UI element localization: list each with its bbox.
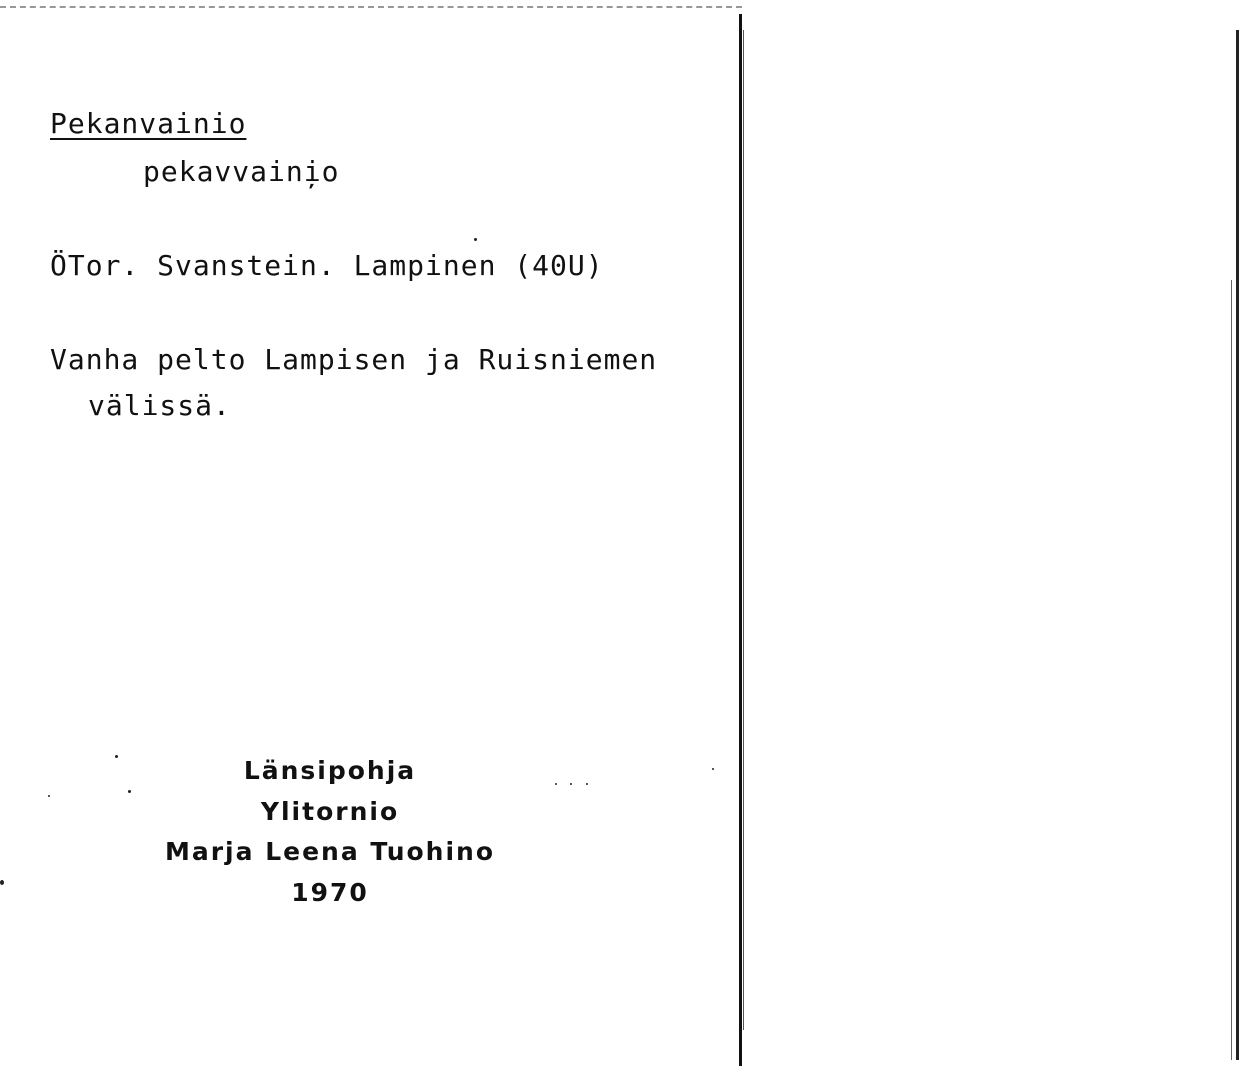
stamp-region: Länsipohja [243, 756, 417, 785]
place-name-title: Pekanvainio [50, 107, 247, 140]
scan-speck [586, 783, 588, 785]
stamp-year: 1970 [291, 878, 369, 907]
scan-speck [0, 880, 4, 885]
source-line: ÖTor. Svanstein. Lampinen (40U) [50, 249, 604, 282]
scan-speck [712, 768, 714, 770]
card-divider-shadow [743, 30, 744, 1030]
card-top-edge [0, 6, 742, 8]
description-line-2: välissä. [88, 389, 231, 422]
stamp-collector: Marja Leena Tuohino [164, 837, 496, 866]
right-edge-shadow [1231, 280, 1232, 1060]
scan-speck [48, 795, 50, 797]
scan-speck [474, 238, 477, 241]
description-line-1: Vanha pelto Lampisen ja Ruisniemen [50, 343, 658, 376]
stamp-parish: Ylitornio [260, 797, 400, 826]
phonetic-transcription: pekavvaini̦o [143, 155, 340, 188]
card-divider-line [739, 14, 742, 1066]
scan-speck [128, 790, 131, 793]
scan-speck [115, 755, 118, 758]
scan-speck [555, 783, 557, 785]
right-edge-line [1236, 30, 1239, 1060]
scan-speck [570, 783, 572, 785]
